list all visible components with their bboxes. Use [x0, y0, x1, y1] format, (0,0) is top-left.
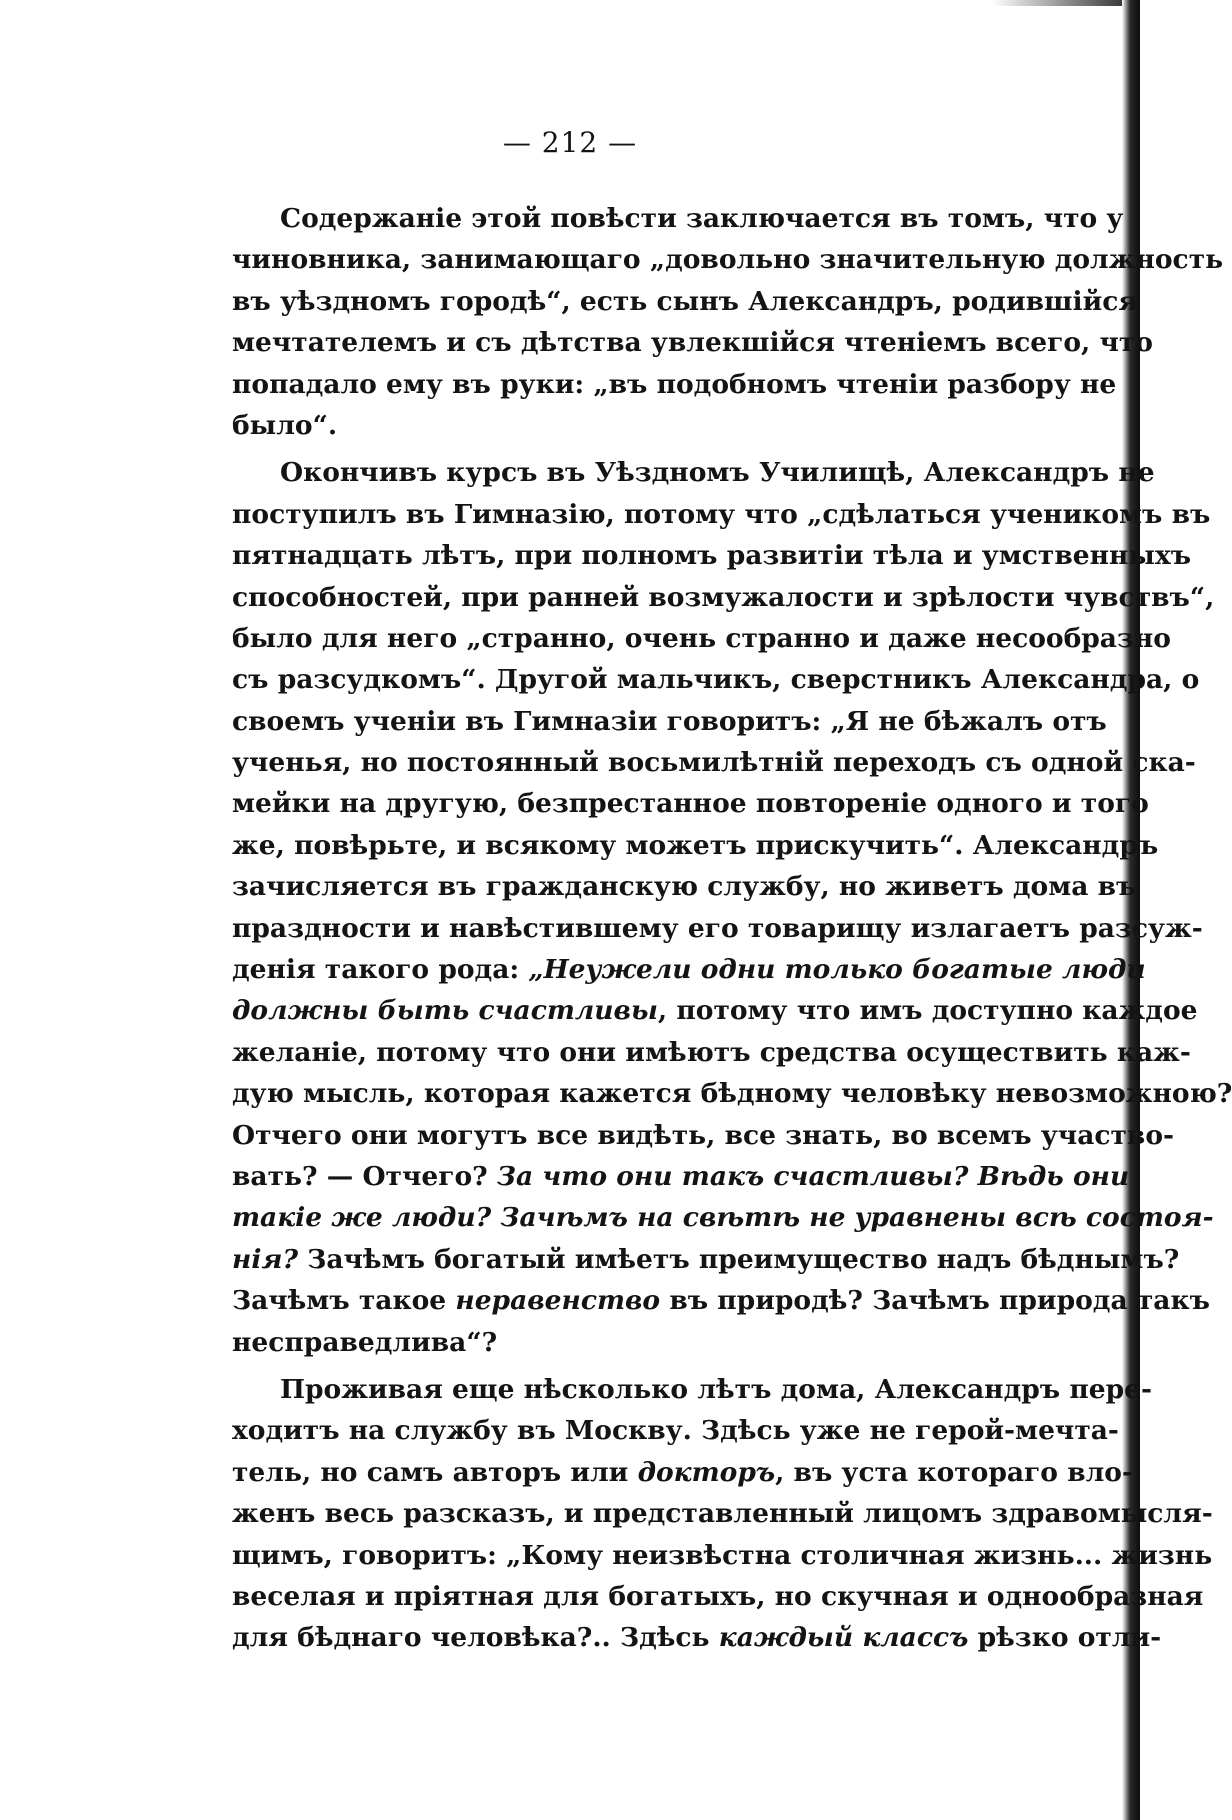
- italic-text-segment: такіе же люди? Зачѣмъ на свѣтѣ не уравнены всѣ состоя-: [232, 1202, 1214, 1234]
- text-line: [232, 659, 1200, 700]
- text-segment: своемъ ученіи въ Гимназіи говоритъ: „Я не бѣжалъ отъ: [232, 705, 1107, 737]
- text-segment: мейки на другую, безпрестанное повтореніе одного и того: [232, 788, 1149, 820]
- text-line: [232, 1535, 1213, 1576]
- text-segment: чиновника, занимающаго „довольно значительную должность: [232, 244, 1224, 276]
- text-segment: же, повѣрьте, и всякому можетъ прискучить“. Александръ: [232, 829, 1159, 861]
- text-line: [232, 198, 1124, 239]
- italic-text-segment: должны быть счастливы: [232, 995, 658, 1027]
- text-segment: для бѣднаго человѣка?.. Здѣсь: [232, 1622, 719, 1654]
- text-segment: мечтателемъ и съ дѣтства увлекшійся чтеніемъ всего, что: [232, 327, 1153, 359]
- text-line: [232, 783, 1149, 824]
- text-line: [232, 866, 1137, 907]
- text-line: [232, 1115, 1175, 1156]
- text-segment: , потому что имъ доступно каждое: [657, 995, 1198, 1027]
- body-text: [232, 198, 1232, 1659]
- text-line: [232, 908, 1203, 949]
- text-segment: поступилъ въ Гимназію, потому что „сдѣлаться ученикомъ въ: [232, 498, 1211, 530]
- italic-text-segment: неравенство: [455, 1285, 661, 1317]
- italic-text-segment: „Неужели одни только богатые люди: [528, 954, 1146, 986]
- text-line: [232, 990, 1198, 1031]
- text-line: [232, 742, 1196, 783]
- text-line: [232, 281, 1138, 322]
- text-line: [232, 405, 1067, 446]
- text-line: [232, 701, 1107, 742]
- text-segment: денія такого рода:: [232, 954, 529, 986]
- italic-text-segment: За что они такъ счастливы? Вѣдь они: [496, 1160, 1130, 1192]
- text-segment: Зачѣмъ богатый имѣетъ преимущество надъ бѣднымъ?: [298, 1243, 1180, 1275]
- text-line: [232, 1073, 1232, 1114]
- text-line: [232, 535, 1192, 576]
- text-line: [232, 1369, 1152, 1410]
- text-line: [232, 949, 1146, 990]
- text-segment: тель, но самъ авторъ или: [232, 1456, 638, 1488]
- text-segment: , въ уста котораго вло-: [775, 1456, 1133, 1488]
- text-segment: Отчего они могутъ все видѣть, все знать, во всемъ участво-: [232, 1119, 1175, 1151]
- text-segment: было для него „странно, очень странно и даже несообразно: [232, 622, 1171, 654]
- italic-text-segment: докторъ: [637, 1456, 776, 1488]
- text-line: [232, 1156, 1130, 1197]
- text-segment: веселая и пріятная для богатыхъ, но скучная и однообразная: [232, 1580, 1204, 1612]
- italic-text-segment: нія?: [232, 1243, 299, 1275]
- text-segment: въ природѣ? Зачѣмъ природа такъ: [660, 1285, 1210, 1317]
- text-line: [232, 1493, 1213, 1534]
- text-segment: Зачѣмъ такое: [232, 1285, 456, 1317]
- text-segment: вать? — Отчего?: [232, 1160, 497, 1192]
- text-segment: ученья, но постоянный восьмилѣтній переходъ съ одной ска-: [232, 747, 1196, 779]
- italic-text-segment: каждый классъ: [718, 1622, 969, 1654]
- text-line: [232, 239, 1224, 280]
- text-segment: праздности и навѣстившему его товарищу излагаетъ разсуж-: [232, 912, 1203, 944]
- text-segment: пятнадцать лѣтъ, при полномъ развитіи тѣла и умственныхъ: [232, 540, 1192, 572]
- text-segment: дую мысль, которая кажется бѣдному человѣку невозможною?: [232, 1078, 1232, 1110]
- text-segment: попадало ему въ руки: „въ подобномъ чтеніи разбору не: [232, 368, 1117, 400]
- text-line: [232, 825, 1159, 866]
- text-segment: Содержаніе этой повѣсти заключается въ томъ, что у: [280, 203, 1124, 234]
- text-line: [232, 1197, 1214, 1238]
- text-line: [232, 494, 1211, 535]
- text-segment: съ разсудкомъ“. Другой мальчикъ, сверстникъ Александра, о: [232, 664, 1200, 696]
- text-segment: ходитъ на службу въ Москву. Здѣсь уже не герой-мечта-: [232, 1415, 1119, 1447]
- text-segment: щимъ, говоритъ: „Кому неизвѣстна столичная жизнь... жизнь: [232, 1539, 1213, 1571]
- text-segment: способностей, при ранней возмужалости и зрѣлости чувствъ“,: [232, 581, 1215, 613]
- scan-shadow-top: [992, 0, 1122, 6]
- text-segment: въ уѣздномъ городѣ“, есть сынъ Александръ, родившійся: [232, 285, 1138, 317]
- text-line: [232, 618, 1171, 659]
- text-segment: рѣзко отли-: [968, 1622, 1162, 1654]
- text-line: [232, 1452, 1133, 1493]
- text-line: [232, 322, 1153, 363]
- text-line: [232, 1576, 1204, 1617]
- text-line: [232, 1280, 1210, 1321]
- text-line: [232, 577, 1215, 618]
- page-number: — 212 —: [502, 126, 638, 159]
- text-line: [232, 1322, 1067, 1363]
- text-line: [232, 452, 1155, 493]
- text-segment: желаніе, потому что они имѣютъ средства осуществить каж-: [232, 1036, 1191, 1068]
- text-segment: Окончивъ курсъ въ Уѣздномъ Училищѣ, Александръ не: [280, 457, 1155, 489]
- text-line: [232, 1032, 1191, 1073]
- text-segment: зачисляется въ гражданскую службу, но живетъ дома въ: [232, 871, 1137, 903]
- text-segment: Проживая еще нѣсколько лѣтъ дома, Александръ пере-: [280, 1373, 1152, 1405]
- text-line: [232, 1617, 1162, 1658]
- text-segment: несправедлива“?: [232, 1326, 498, 1358]
- text-segment: было“.: [232, 409, 338, 441]
- text-segment: женъ весь разсказъ, и представленный лицомъ здравомысля-: [232, 1498, 1213, 1530]
- text-line: [232, 1410, 1119, 1451]
- text-line: [232, 1239, 1180, 1280]
- text-line: [232, 364, 1117, 405]
